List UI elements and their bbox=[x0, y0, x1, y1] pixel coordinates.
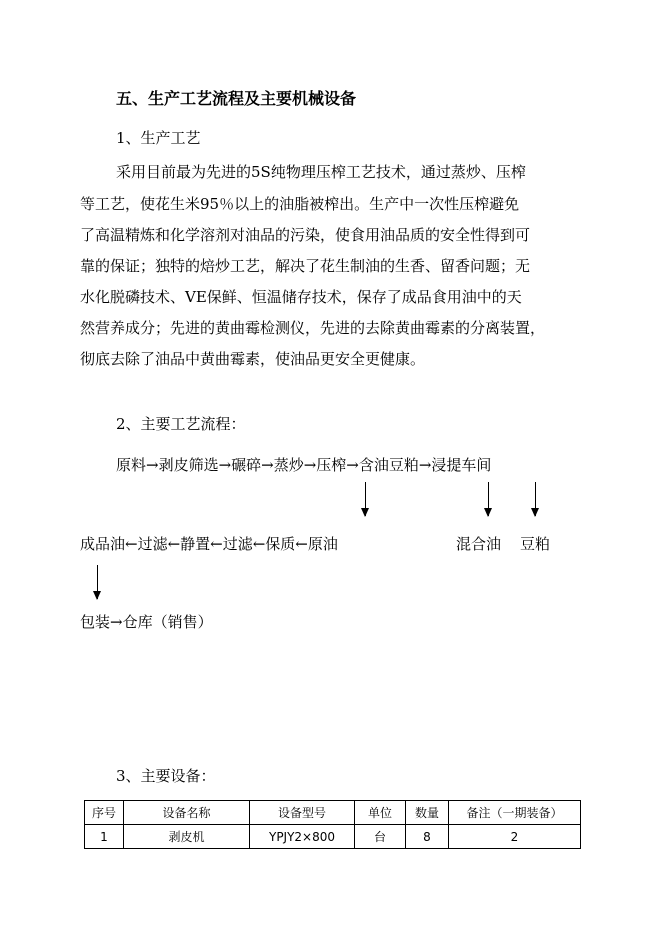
down-arrow-icon bbox=[365, 482, 366, 516]
down-arrow-icon bbox=[488, 482, 489, 516]
table-cell: 2 bbox=[449, 825, 581, 849]
description-line: 然营养成分；先进的黄曲霉检测仪，先进的去除黄曲霉素的分离装置， bbox=[80, 319, 546, 337]
soybean-meal-label: 豆粕 bbox=[520, 535, 551, 553]
equipment-table bbox=[84, 800, 581, 849]
mixed-oil-label: 混合油 bbox=[456, 535, 502, 553]
header-cell: 数量 bbox=[406, 801, 449, 825]
table-header-row bbox=[85, 801, 581, 825]
description-line: 靠的保证；独特的焙炒工艺，解决了花生制油的生香、留香问题；无 bbox=[80, 257, 531, 275]
table-cell: 1 bbox=[85, 825, 124, 849]
section-heading: 五、生产工艺流程及主要机械设备 bbox=[116, 89, 357, 108]
table-cell: YPJY2×800 bbox=[250, 825, 355, 849]
flow-subtitle: 2、主要工艺流程： bbox=[116, 415, 246, 433]
flow-row-return: 成品油←过滤←静置←过滤←保质←原油 bbox=[80, 535, 338, 553]
description-line: 水化脱磷技术、VE保鲜、恒温储存技术，保存了成品食用油中的天 bbox=[80, 288, 522, 306]
header-cell: 备注（一期装备） bbox=[449, 801, 581, 825]
flow-row-main: 原料→剥皮筛选→碾碎→蒸炒→压榨→含油豆粕→浸提车间 bbox=[116, 456, 492, 474]
down-arrow-icon bbox=[535, 482, 536, 516]
table-row bbox=[85, 825, 581, 849]
equipment-subtitle: 3、主要设备： bbox=[116, 767, 216, 785]
down-arrow-icon bbox=[97, 565, 98, 599]
description-line: 彻底去除了油品中黄曲霉素，使油品更安全更健康。 bbox=[80, 350, 426, 368]
table-cell: 8 bbox=[406, 825, 449, 849]
header-cell: 设备名称 bbox=[124, 801, 250, 825]
table-cell: 剥皮机 bbox=[124, 825, 250, 849]
header-cell: 单位 bbox=[355, 801, 406, 825]
flow-row-packaging: 包装→仓库（销售） bbox=[80, 613, 213, 631]
description-line: 采用目前最为先进的5S纯物理压榨工艺技术，通过蒸炒、压榨 bbox=[116, 163, 526, 181]
process-subtitle: 1、生产工艺 bbox=[116, 129, 201, 147]
description-line: 了高温精炼和化学溶剂对油品的污染，使食用油品质的安全性得到可 bbox=[80, 226, 531, 244]
header-cell: 序号 bbox=[85, 801, 124, 825]
table-cell: 台 bbox=[355, 825, 406, 849]
description-line: 等工艺，使花生米95％以上的油脂被榨出。生产中一次性压榨避免 bbox=[80, 195, 520, 213]
header-cell: 设备型号 bbox=[250, 801, 355, 825]
